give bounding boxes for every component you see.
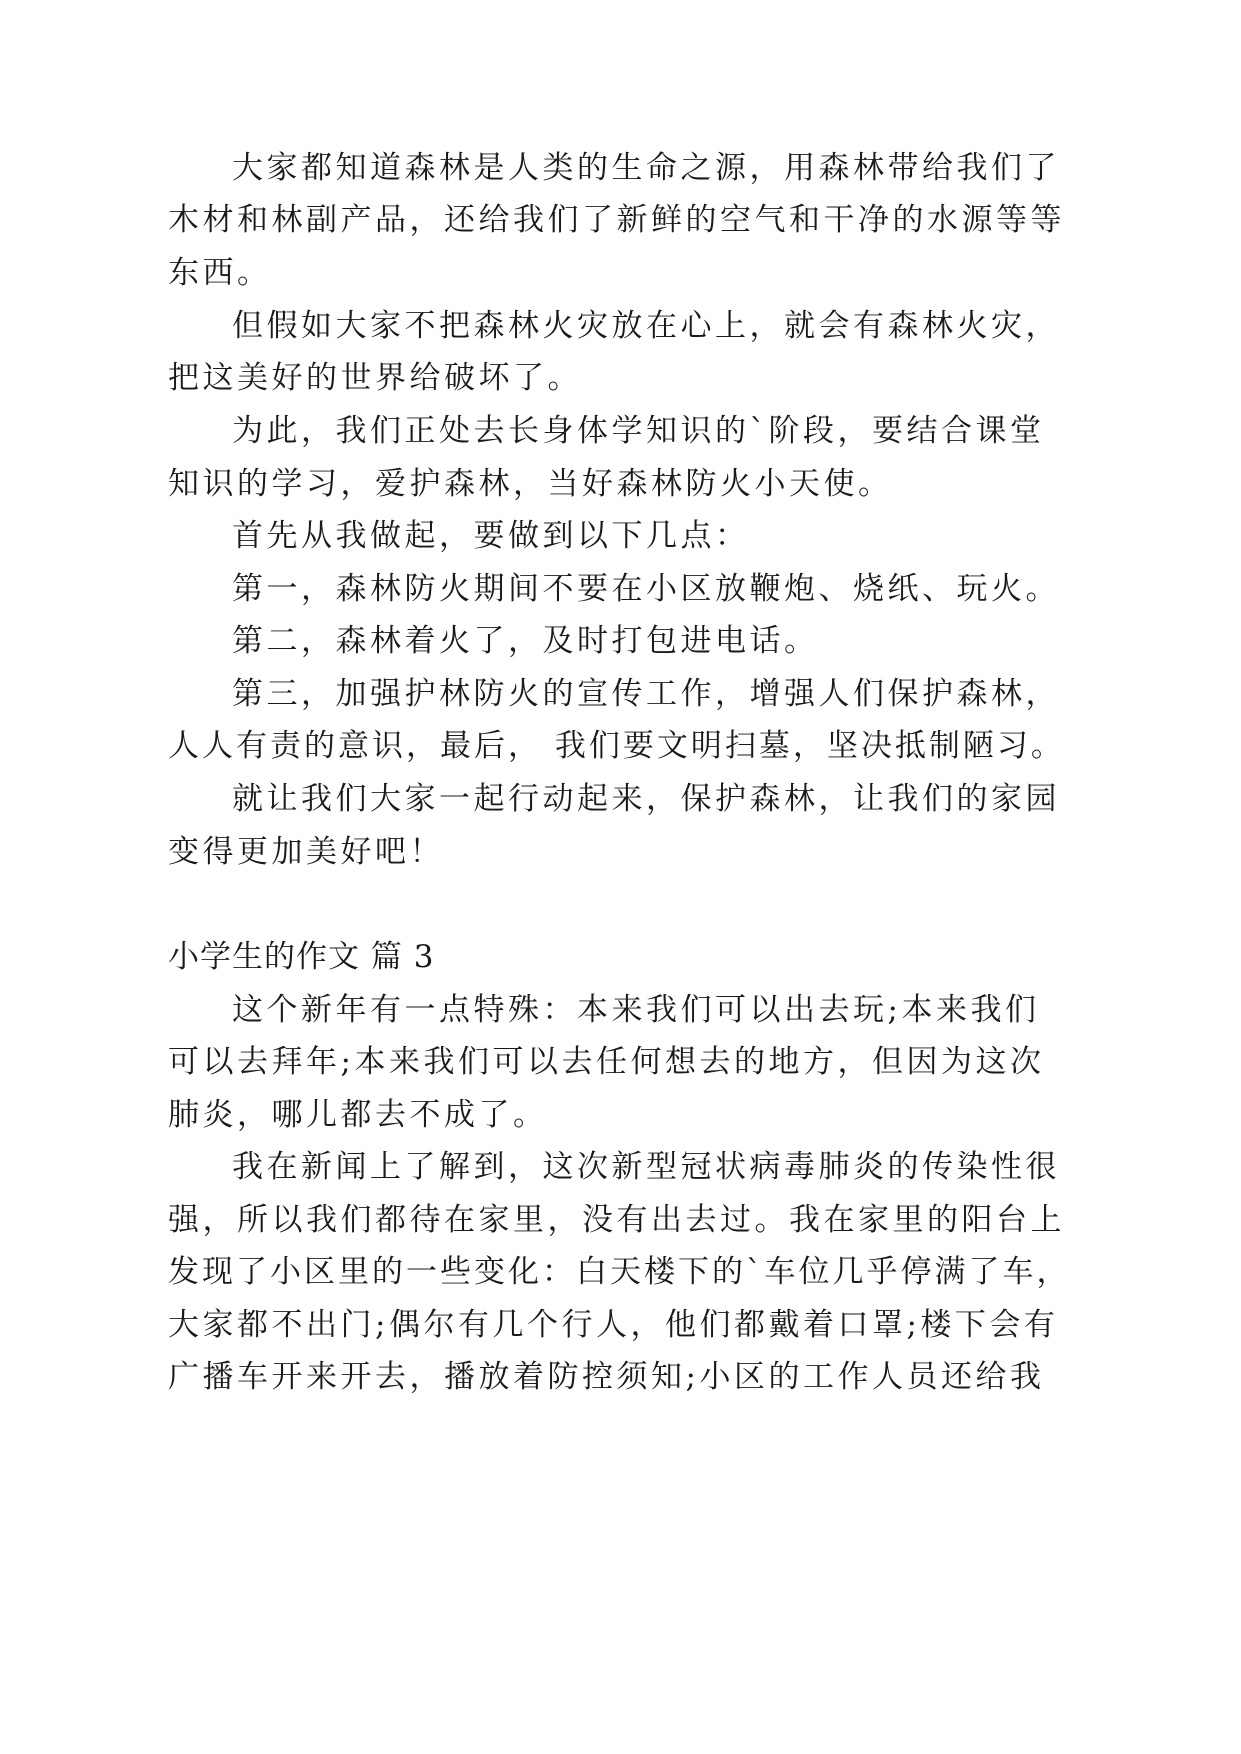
text-line: 肺炎，哪儿都去不成了。 (168, 1097, 548, 1133)
text-line: 第三，加强护林防火的宣传工作，增强人们保护森林， (232, 676, 1060, 712)
text-line: 就让我们大家一起行动起来，保护森林，让我们的家园 (232, 781, 1060, 817)
text-line: 大家都知道森林是人类的生命之源，用森林带给我们了 (232, 150, 1060, 186)
text-line: 首先从我做起，要做到以下几点： (232, 518, 750, 554)
text-line: 变得更加美好吧！ (168, 834, 444, 870)
text-line: 我在新闻上了解到，这次新型冠状病毒肺炎的传染性很 (232, 1149, 1060, 1185)
text-line: 木材和林副产品，还给我们了新鲜的空气和干净的水源等等 (168, 202, 1065, 238)
text-line: 第二，森林着火了，及时打包进电话。 (232, 623, 819, 659)
text-line: 但假如大家不把森林火灾放在心上，就会有森林火灾， (232, 308, 1060, 344)
text-line: 这个新年有一点特殊：本来我们可以出去玩;本来我们 (232, 992, 1040, 1028)
text-line: 广播车开来开去，播放着防控须知;小区的工作人员还给我 (168, 1359, 1045, 1395)
text-line: 可以去拜年;本来我们可以去任何想去的地方，但因为这次 (168, 1044, 1045, 1080)
text-line: 知识的学习，爱护森林，当好森林防火小天使。 (168, 466, 893, 502)
text-line: 把这美好的世界给破坏了。 (168, 360, 582, 396)
text-line: 东西。 (168, 255, 272, 291)
text-line: 人人有责的意识，最后， 我们要文明扫墓，坚决抵制陋习。 (168, 728, 1065, 764)
text-line: 发现了小区里的一些变化：白天楼下的`车位几乎停满了车， (168, 1254, 1071, 1290)
section-heading: 小学生的作文 篇 3 (168, 939, 435, 975)
text-line: 为此，我们正处去长身体学知识的`阶段，要结合课堂 (232, 413, 1045, 449)
text-line: 强，所以我们都待在家里，没有出去过。我在家里的阳台上 (168, 1202, 1065, 1238)
text-line: 大家都不出门;偶尔有几个行人，他们都戴着口罩;楼下会有 (168, 1307, 1059, 1343)
text-line: 第一，森林防火期间不要在小区放鞭炮、烧纸、玩火。 (232, 571, 1060, 607)
